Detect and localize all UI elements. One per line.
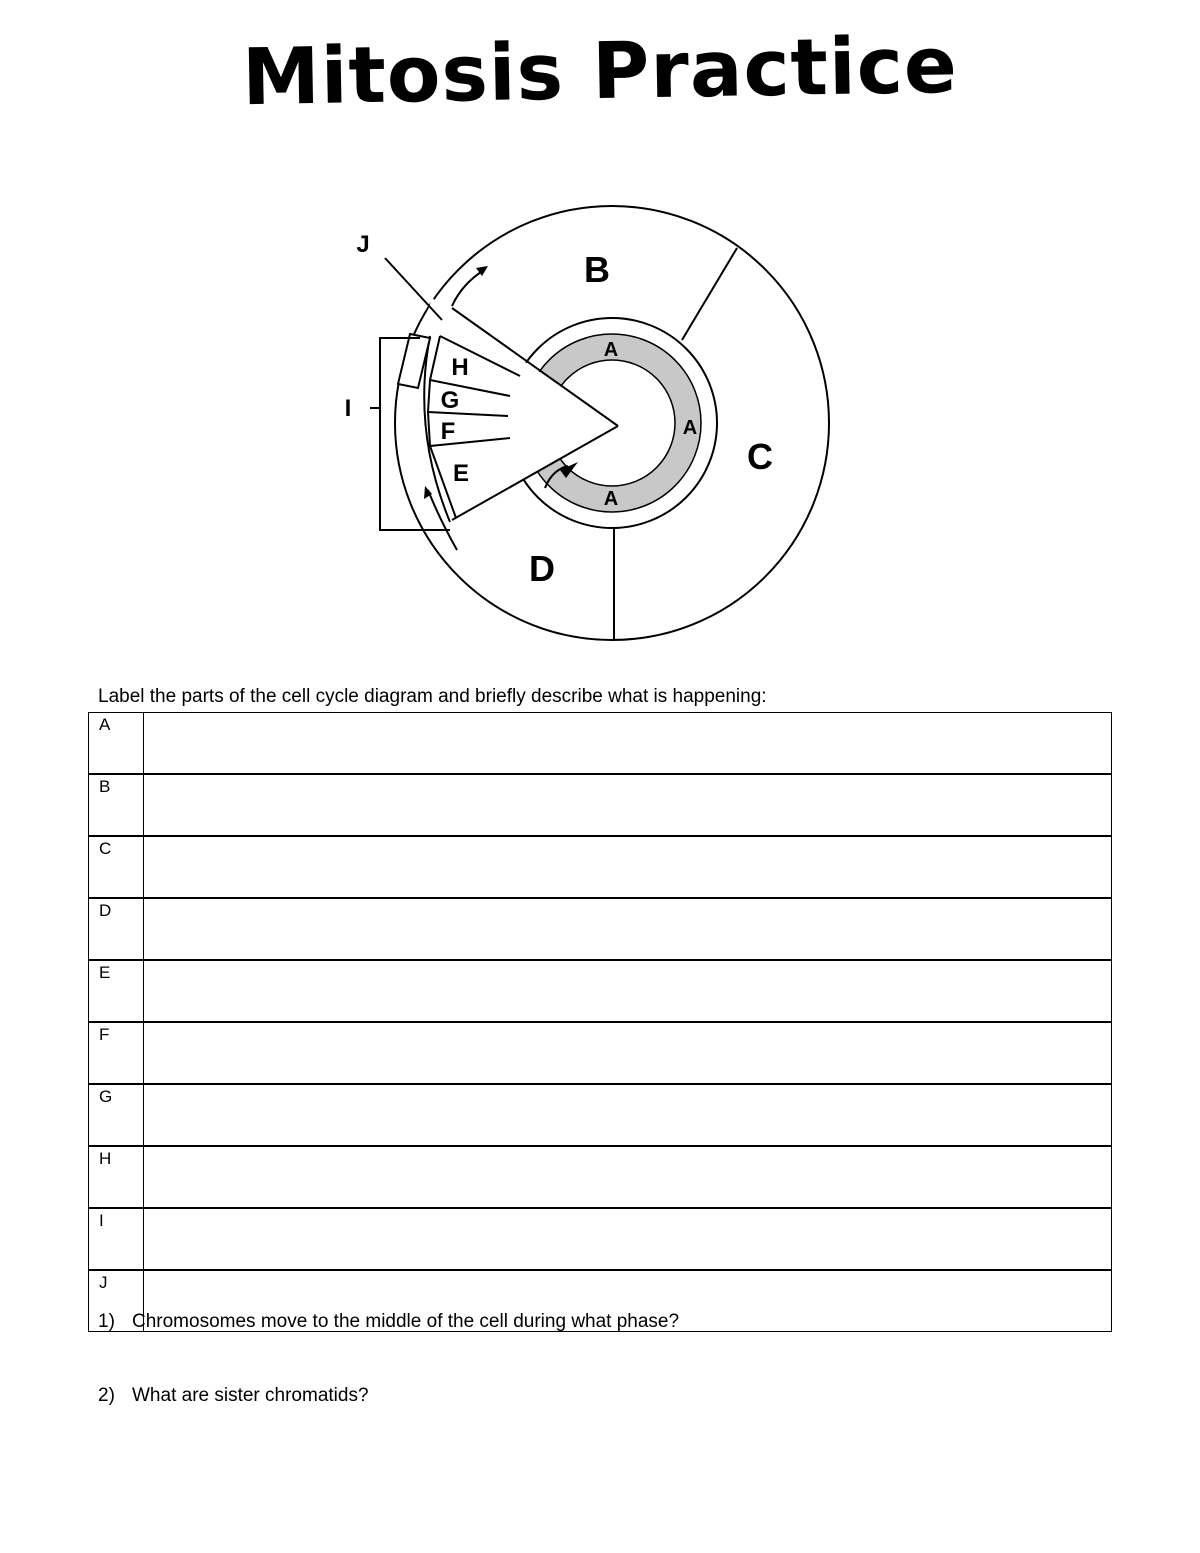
label-d: D — [529, 548, 555, 589]
row-letter: C — [89, 836, 144, 898]
label-a-top: A — [603, 339, 619, 361]
table-row — [89, 960, 1112, 1022]
answer-cell[interactable] — [144, 1022, 1112, 1084]
question-number: 1) — [98, 1311, 115, 1332]
row-letter: F — [89, 1022, 144, 1084]
label-f: F — [440, 418, 456, 445]
answer-table — [88, 712, 1112, 1332]
label-b: B — [584, 249, 610, 290]
worksheet-title: Mitosis Practice — [241, 20, 959, 124]
row-letter: I — [89, 1208, 144, 1270]
row-letter: E — [89, 960, 144, 1022]
row-letter: G — [89, 1084, 144, 1146]
label-a-right: A — [682, 417, 698, 439]
question-number: 2) — [98, 1385, 115, 1406]
table-row — [89, 1084, 1112, 1146]
table-row — [89, 774, 1112, 836]
row-letter: B — [89, 774, 144, 836]
row-letter: A — [89, 713, 144, 775]
table-row — [89, 836, 1112, 898]
arrow-top — [452, 270, 484, 306]
table-row — [89, 1146, 1112, 1208]
pointer-j — [385, 258, 442, 320]
question-1 — [98, 1311, 679, 1333]
answer-cell[interactable] — [144, 836, 1112, 898]
label-h: H — [451, 354, 469, 381]
answer-cell[interactable] — [144, 1084, 1112, 1146]
label-c: C — [747, 436, 773, 477]
instructions: Label the parts of the cell cycle diagram and briefly describe what is happening: — [98, 686, 767, 707]
answer-cell[interactable] — [144, 898, 1112, 960]
question-2 — [98, 1385, 369, 1407]
answer-cell[interactable] — [144, 960, 1112, 1022]
label-e: E — [452, 460, 470, 487]
label-j: J — [356, 231, 370, 258]
row-letter: J — [89, 1270, 144, 1332]
divider-b-c — [682, 248, 737, 340]
label-g: G — [440, 387, 460, 414]
question-text: What are sister chromatids? — [132, 1385, 369, 1406]
question-text: Chromosomes move to the middle of the cell during what phase? — [132, 1311, 680, 1332]
cell-cycle-diagram — [0, 180, 1200, 650]
table-row — [89, 1208, 1112, 1270]
table-row — [89, 898, 1112, 960]
answer-cell[interactable] — [144, 1208, 1112, 1270]
answer-cell[interactable] — [144, 774, 1112, 836]
label-i: I — [344, 395, 352, 422]
table-row — [89, 1022, 1112, 1084]
table-row — [89, 713, 1112, 775]
row-letter: D — [89, 898, 144, 960]
answer-cell[interactable] — [144, 713, 1112, 775]
answer-cell[interactable] — [144, 1146, 1112, 1208]
row-letter: H — [89, 1146, 144, 1208]
label-a-bottom: A — [603, 488, 619, 510]
